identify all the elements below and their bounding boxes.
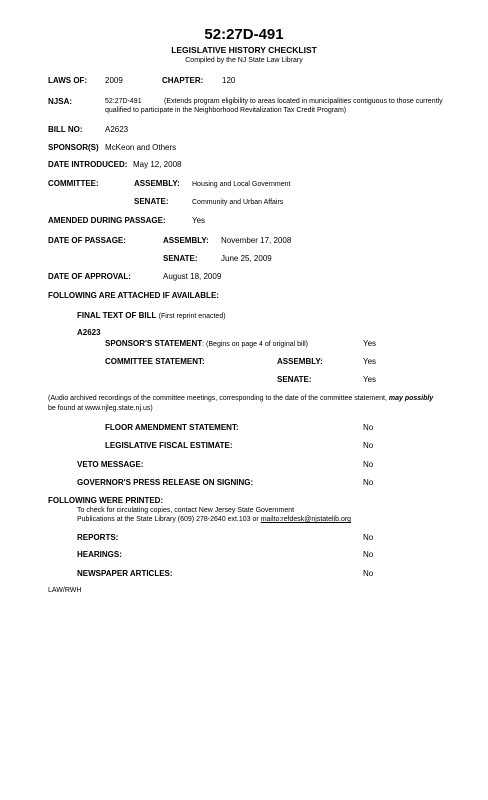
newspaper-articles-label: NEWSPAPER ARTICLES: xyxy=(77,569,173,578)
committee-statement-senate-value: Yes xyxy=(363,375,377,384)
passage-assembly-value: November 17, 2008 xyxy=(221,236,292,245)
hearings-value: No xyxy=(363,550,374,559)
final-text-note: (First reprint enacted) xyxy=(158,313,226,320)
committee-statement-senate-label: SENATE: xyxy=(277,375,312,384)
veto-message-label: VETO MESSAGE: xyxy=(77,460,144,469)
amended-value: Yes xyxy=(192,216,206,225)
audio-note-line2: be found at www.njleg.state.nj.us) xyxy=(48,405,153,412)
document-title: 52:27D-491 xyxy=(204,26,284,43)
bill-no-value: A2623 xyxy=(105,125,129,134)
njsa-value: 52:27D-491 xyxy=(105,98,142,105)
passage-label: DATE OF PASSAGE: xyxy=(48,236,126,245)
fiscal-estimate-value: No xyxy=(363,441,374,450)
printed-note-line1: To check for circulating copies, contact New Jersey State Government xyxy=(77,507,295,514)
njsa-description-line1: (Extends program eligibility to areas located in municipalities contiguous to those currently xyxy=(164,98,443,105)
chapter-value: 120 xyxy=(222,76,236,85)
committee-senate-value: Community and Urban Affairs xyxy=(192,199,284,206)
njsa-description-line2: qualified to participate in the Neighborhood Revitalization Tax Credit Program) xyxy=(105,107,347,114)
date-introduced-label: DATE INTRODUCED: xyxy=(48,160,128,169)
final-text-row xyxy=(77,312,226,320)
floor-amendment-label: FLOOR AMENDMENT STATEMENT: xyxy=(105,423,239,432)
amended-label: AMENDED DURING PASSAGE: xyxy=(48,216,166,225)
veto-message-value: No xyxy=(363,460,374,469)
approval-label: DATE OF APPROVAL: xyxy=(48,272,131,281)
committee-assembly-value: Housing and Local Government xyxy=(192,181,291,188)
njsa-label: NJSA: xyxy=(48,97,73,106)
passage-senate-value: June 25, 2009 xyxy=(221,254,272,263)
passage-assembly-label: ASSEMBLY: xyxy=(163,236,209,245)
committee-statement-assembly-label: ASSEMBLY: xyxy=(277,357,323,366)
committee-statement-assembly-value: Yes xyxy=(363,357,377,366)
printed-heading: FOLLOWING WERE PRINTED: xyxy=(48,496,164,505)
laws-of-value: 2009 xyxy=(105,76,123,85)
bill-no-label: BILL NO: xyxy=(48,125,83,134)
committee-senate-label: SENATE: xyxy=(134,197,169,206)
laws-of-label: LAWS OF: xyxy=(48,76,88,85)
sponsors-value: McKeon and Others xyxy=(105,143,177,152)
audio-note-text: (Audio archived recordings of the committee meetings, corresponding to the date of the committee statement, xyxy=(48,395,387,402)
sponsor-statement-note: : (Begins on page 4 of original bill) xyxy=(202,341,309,348)
press-release-value: No xyxy=(363,478,374,487)
hearings-label: HEARINGS: xyxy=(77,550,122,559)
final-text-label: FINAL TEXT OF BILL xyxy=(77,311,157,320)
committee-assembly-label: ASSEMBLY: xyxy=(134,179,180,188)
fiscal-estimate-label: LEGISLATIVE FISCAL ESTIMATE: xyxy=(105,441,233,450)
bill-reference: A2623 xyxy=(77,328,101,337)
audio-note-line1 xyxy=(48,395,433,402)
committee-statement-label: COMMITTEE STATEMENT: xyxy=(105,357,205,366)
newspaper-articles-value: No xyxy=(363,569,374,578)
floor-amendment-value: No xyxy=(363,423,374,432)
compiled-by: Compiled by the NJ State Law Library xyxy=(185,57,303,64)
approval-value: August 18, 2009 xyxy=(163,272,222,281)
sponsor-statement-label: SPONSOR'S STATEMENT xyxy=(105,339,203,348)
reports-label: REPORTS: xyxy=(77,533,119,542)
printed-note-line2 xyxy=(77,516,351,523)
document-subtitle: LEGISLATIVE HISTORY CHECKLIST xyxy=(171,45,317,55)
attached-heading: FOLLOWING ARE ATTACHED IF AVAILABLE: xyxy=(48,291,219,300)
date-introduced-value: May 12, 2008 xyxy=(133,160,182,169)
chapter-label: CHAPTER: xyxy=(162,76,204,85)
press-release-label: GOVERNOR'S PRESS RELEASE ON SIGNING: xyxy=(77,478,254,487)
passage-senate-label: SENATE: xyxy=(163,254,198,263)
sponsor-statement-value: Yes xyxy=(363,339,377,348)
audio-note-emphasis: may possibly xyxy=(388,395,434,402)
refdesk-email-link[interactable]: mailto:refdesk@njstatelib.org xyxy=(260,516,352,523)
sponsor-statement-row xyxy=(105,340,308,348)
sponsors-label: SPONSOR(S) xyxy=(48,143,99,152)
reports-value: No xyxy=(363,533,374,542)
printed-note-text: Publications at the State Library (609) 278-2640 ext.103 or xyxy=(77,516,259,523)
committee-label: COMMITTEE: xyxy=(48,179,99,188)
footer-initials: LAW/RWH xyxy=(48,587,82,594)
